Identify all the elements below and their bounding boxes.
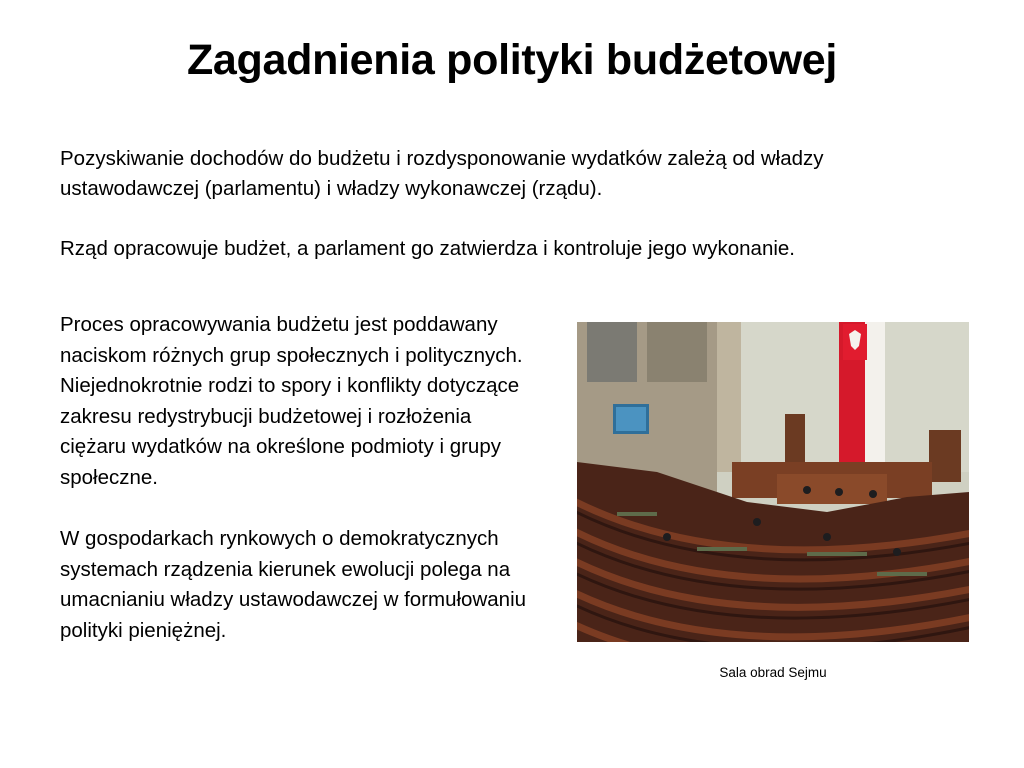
intro-text [60, 144, 960, 294]
body-text [60, 310, 540, 677]
photo-caption: Sala obrad Sejmu [719, 665, 827, 680]
intro-paragraph: Rząd opracowuje budżet, a parlament go zatwierdza i kontroluje jego wykonanie. [60, 237, 796, 260]
body-paragraph: Proces opracowywania budżetu jest poddawany naciskom różnych grup społecznych i politycznych. Niejednokrotnie rodzi to spory i konflikty dotyczące zakresu redystrybucji budżetowej i rozłożenia ciężaru wydatków na określone podmioty i grupy społeczne. [60, 313, 523, 489]
slide-title: Zagadnienia polityki budżetowej [186, 36, 838, 84]
intro-paragraph: Pozyskiwanie dochodów do budżetu i rozdysponowanie wydatków zależą od władzy ustawodawczej (parlamentu) i władzy wykonawczej (rządu). [60, 147, 824, 200]
sejm-hall-photo [577, 322, 969, 642]
body-paragraph: W gospodarkach rynkowych o demokratycznych systemach rządzenia kierunek ewolucji polega na umacnianiu władzy ustawodawczej w formułowaniu polityki pieniężnej. [60, 527, 527, 642]
